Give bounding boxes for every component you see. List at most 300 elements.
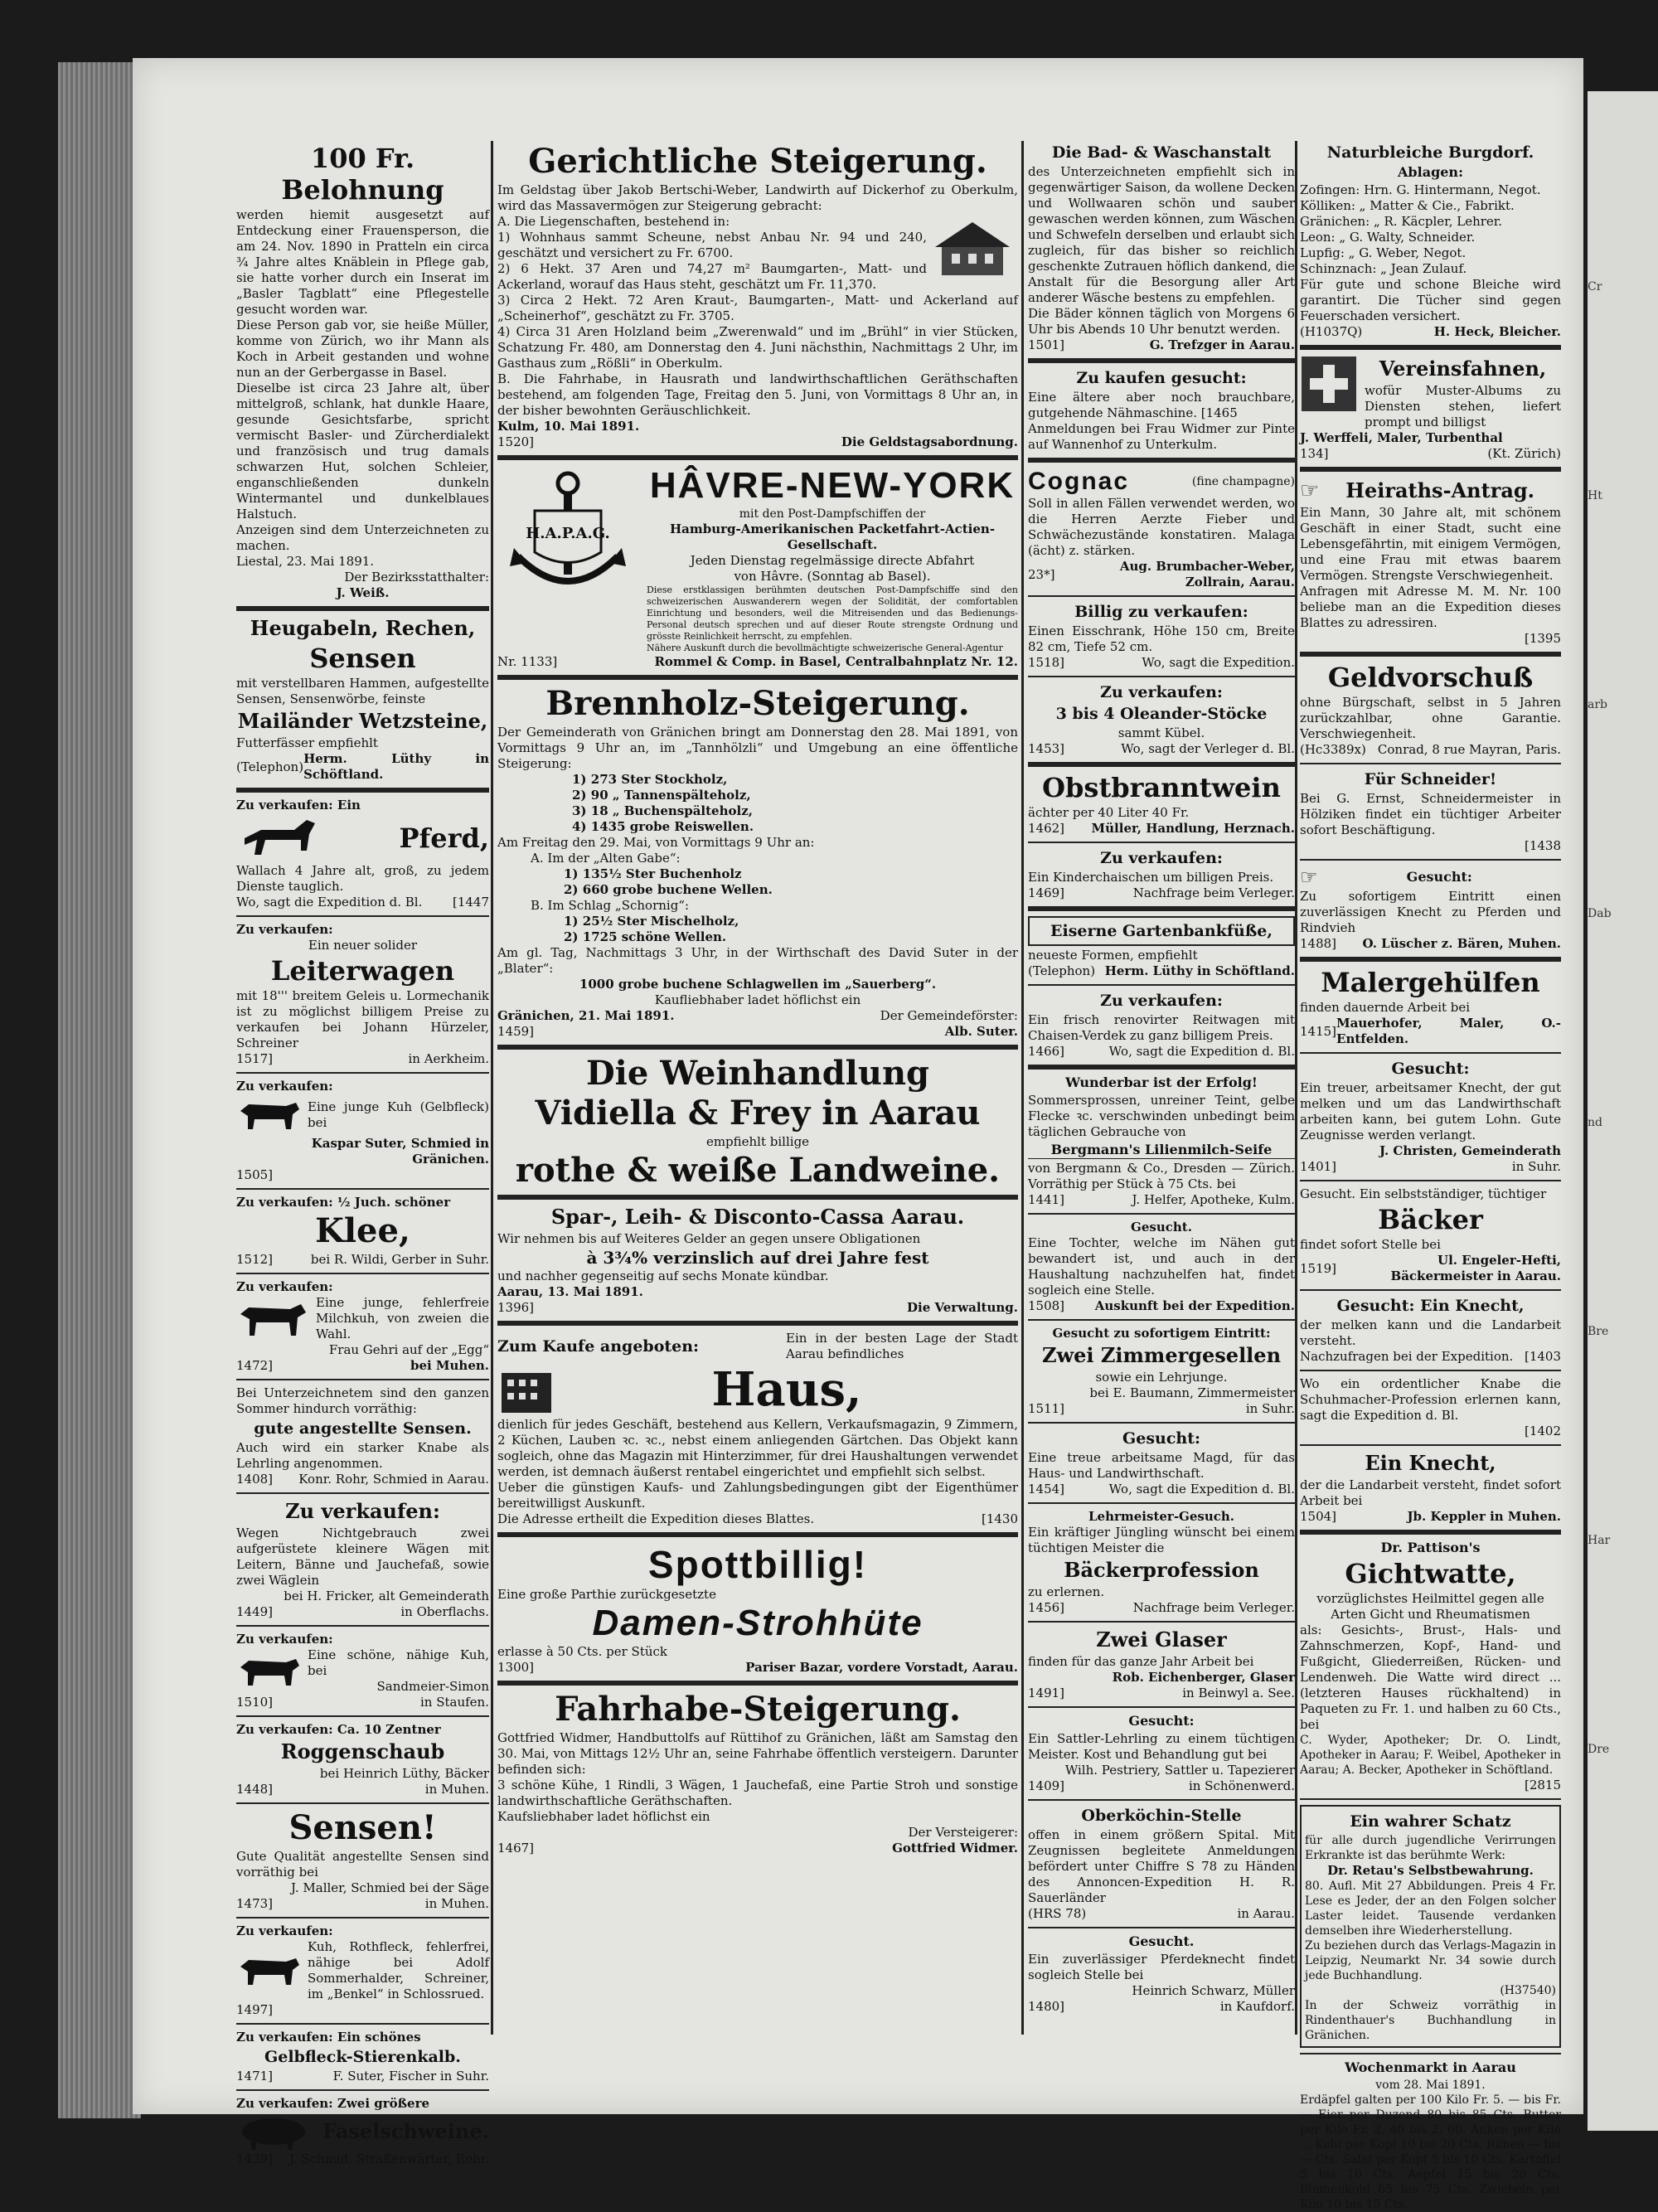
bad-num: 1501] — [1028, 337, 1065, 352]
brenn-3: 3) 18 „ Buchenspälteholz, — [572, 803, 753, 818]
wagon-head: Zu verkaufen: — [236, 922, 333, 937]
bad-sign: G. Trefzger in Aarau. — [1149, 337, 1295, 352]
haus-text-2: Ueber die günstigen Kaufs- und Zahlungsbedingungen gibt der Eigenthümer bereitwilligst Auskunft. — [497, 1480, 1018, 1511]
gicht-head: Dr. Pattison's — [1380, 1540, 1481, 1555]
verein-text: wofür Muster-Albums zu Diensten stehen, liefert prompt und billigst — [1365, 383, 1561, 429]
reward-text-2: Diese Person gab vor, sie heiße Müller, komme von Zürich, wo ihr Mann als Koch in Arbeit gestanden und wohne nun an der Gerbergasse in Basel. — [236, 318, 489, 380]
nat-list-item: Lupfig: „ G. Weber, Negot. — [1300, 245, 1467, 260]
gicht-num: [2815 — [1524, 1778, 1561, 1792]
maler-title: Malergehülfen — [1321, 967, 1540, 998]
schuh-num: [1402 — [1524, 1424, 1561, 1438]
sattler-sign: Wilh. Pestriery, Sattler u. Tapezierer — [1064, 1763, 1295, 1778]
haus-num: [1430 — [981, 1511, 1018, 1526]
nat-list-item: Zofingen: Hrn. G. Hintermann, Negot. — [1300, 182, 1541, 197]
nat-sub: Ablagen: — [1398, 164, 1463, 180]
brenn-b1: 1) 25½ Ster Mischelholz, — [564, 914, 739, 929]
lehr-title: Bäckerprofession — [1064, 1558, 1259, 1582]
horse-text-2: Wo, sagt die Expedition d. Bl. — [236, 895, 423, 910]
spar-date: Aarau, 13. Mai 1891. — [497, 1284, 643, 1299]
lehr-head: Lehrmeister-Gesuch. — [1088, 1509, 1235, 1524]
reward-date: Liestal, 23. Mai 1891. — [236, 554, 375, 569]
bad-title: Die Bad- & Waschanstalt — [1051, 143, 1272, 162]
billig-title: Billig zu verkaufen: — [1074, 603, 1248, 621]
baecker-head: Gesucht. Ein selbstständiger, tüchtiger — [1300, 1186, 1547, 1201]
knecht2-head: Gesucht: — [1391, 1060, 1470, 1078]
schatz-book: Dr. Retau's Selbstbewahrung. — [1327, 1863, 1534, 1878]
ger-num: 1520] — [497, 434, 535, 449]
cow-icon — [236, 1651, 303, 1692]
havre-sub: mit den Post-Dampfschiffen der — [739, 507, 926, 521]
ger-a: A. Die Liegenschaften, bestehend in: — [497, 214, 730, 229]
gicht-text: vorzüglichstes Heilmittel gegen alle Arten Gicht und Rheumatismen — [1316, 1591, 1544, 1622]
sensen-title: gute angestellte Sensen. — [254, 1419, 472, 1438]
olea-head: Zu verkaufen: — [1100, 683, 1223, 701]
olea-title: 3 bis 4 Oleander-Stöcke — [1055, 705, 1268, 723]
cow2-text: Eine junge, fehlerfreie Milchkuh, von zweien die Wahl. — [316, 1295, 489, 1341]
verein-place: (Kt. Zürich) — [1487, 446, 1561, 461]
havre-title: HÂVRE-NEW-YORK — [649, 465, 1016, 506]
cow4-text: Kuh, Rothfleck, fehlerfrei, nähige bei Adolf Sommerhalder, Schreiner, im „Benkel“ in Schlossrued. — [308, 1939, 489, 2001]
glaser-text: finden für das ganze Jahr Arbeit bei — [1028, 1654, 1254, 1669]
gicht-text-2: als: Gesichts-, Brust-, Hals- und Zahnschmerzen, Kopf-, Hand- und Fußgicht, Gliederreißen, Rücken- und Lendenweh. Die Watte wird direct ... (letzteren Hauses rückhaltend) in Paqueten zu Fr. 1. und halben zu 60 Cts., bei — [1300, 1623, 1561, 1732]
column-4 — [1300, 141, 1561, 2211]
adjacent-page-fragment: arb — [1588, 698, 1608, 711]
verein-num: 134] — [1300, 446, 1329, 461]
sensen2-place: in Muhen. — [424, 1896, 489, 1911]
klee-head: Zu verkaufen: ½ Juch. schöner — [236, 1195, 451, 1210]
koch-place: in Aarau. — [1237, 1906, 1295, 1921]
olea-text: sammt Kübel. — [1117, 725, 1205, 740]
kinder-num: 1469] — [1028, 885, 1065, 900]
sensen2-num: 1473] — [236, 1896, 274, 1911]
reward-text-3: Dieselbe ist circa 23 Jahre alt, über mittelgroß, schlank, hat dunkle Haare, gesunde Gesichtsfarbe, spricht vermischt Basler- und Zürcherdialekt und französisch und trug damals schwarzen Hut, solchen Schleier, enganschließenden dunkeln Wintermantel und dunkelblaues Halstuch. — [236, 381, 489, 521]
cognac-text: Soll in allen Fällen verwendet werden, wo die Herren Aerzte Fieber und Schwächezustände konstatiren. Malaga (ächt) z. stärken. — [1028, 496, 1295, 558]
ger-1: 1) Wohnhaus sammt Scheune, nebst Anbau Nr. 94 und 240, geschätzt und versichert zu Fr. 6700. — [497, 230, 927, 260]
knecht2-text: Ein treuer, arbeitsamer Knecht, der gut melken und um das Landwirthschaft arbeiten kann, bei gutem Lohn. Gute Zeugnisse werden verlangt. — [1300, 1080, 1561, 1142]
bank-text: neueste Formen, empfiehlt — [1028, 948, 1198, 963]
knecht2-sign: J. Christen, Gemeinderath — [1379, 1143, 1561, 1158]
nat-list-item: Gränichen: „ R. Käcpler, Lehrer. — [1300, 214, 1503, 229]
heirat-text-2: Anfragen mit Adresse M. M. Nr. 100 beliebe man an die Expedition dieses Blattes zu adressiren. — [1300, 584, 1561, 630]
ger-title: Gerichtliche Steigerung. — [528, 142, 987, 181]
baecker-text: findet sofort Stelle bei — [1300, 1237, 1441, 1252]
sensen2-sign: J. Maller, Schmied bei der Säge — [291, 1880, 489, 1895]
brenn-title: Brennholz-Steigerung. — [545, 684, 970, 723]
knecht-sign: O. Lüscher z. Bären, Muhen. — [1362, 936, 1561, 951]
markt-date: vom 28. Mai 1891. — [1375, 2079, 1486, 2092]
cow1-sign: Kaspar Suter, Schmied in Gränichen. — [311, 1136, 489, 1167]
knecht4-num: 1504] — [1300, 1509, 1337, 1524]
sensen2-title: Sensen! — [288, 1808, 437, 1847]
olea-num: 1453] — [1028, 741, 1065, 756]
koch-text: offen in einem größern Spital. Mit Zeugnissen begleitete Anmeldungen befördert unter Chiffre S 78 zu Händen des Annoncen-Expedition H. R. Sauerländer — [1028, 1827, 1295, 1905]
schuh-text: Wo ein ordentlicher Knabe die Schuhmacher-Profession erlernen kann, sagt die Expedition d. Bl. — [1300, 1376, 1561, 1423]
cow2-head: Zu verkaufen: — [236, 1279, 333, 1294]
ger-b: B. Die Fahrhabe, in Hausrath und landwirthschaftlichen Geräthschaften bestehend, am folgenden Tage, Freitag den 5. Juni, von Vormittags 8 Uhr an, in der bisher bewohnten Geräuschlichkeit. — [497, 371, 1018, 418]
house-icon — [927, 214, 1018, 280]
tochter-head: Gesucht. — [1131, 1220, 1192, 1235]
markt-text: Erdäpfel galten per 100 Kilo Fr. 5. — bis Fr. — Eier per Duzend 80 bis 85 Cts. Butter per Kilo Fr. 2. 40 bis 2. 60. Anken per Kilo ... Kohl per Kopf 10 bis 20 Cts. Rüben — bis — Cts. Salat per Kopf 5 bis 10 Cts. Kartoffel 5 bis 10 Cts. Aepfel 15 bis 20 Cts. Blumenkohl 65 bis 75 Cts. Zwiebeln per Kilo 10 bis 15 Cts. — [1300, 2093, 1561, 2211]
bad-text: des Unterzeichneten empfiehlt sich in gegenwärtiger Saison, da wollene Decken und Wollwaaren schön und sauber gewaschen werden können, zum Wäschen und Schwefeln derselben und erlaubt sich zugleich, für das bisher so reichlich geschenkte Zutrauen höflich dankend, die Anstalt für die Besorgung aller Art anderer Wäsche bestens zu empfehlen. — [1028, 164, 1295, 305]
nat-list — [1300, 182, 1561, 277]
adjacent-page-fragment: Har — [1588, 1534, 1611, 1547]
schneider-title: Für Schneider! — [1364, 770, 1497, 788]
ger-date: Kulm, 10. Mai 1891. — [497, 419, 640, 434]
tools-title-2: Sensen — [309, 643, 416, 674]
schatz-text-2: 80. Aufl. Mit 27 Abbildungen. Preis 4 Fr. Lese es Jeder, der an den Folgen solcher Laster leidet. Tausende verdanken demselben ihre Wiederherstellung. — [1305, 1880, 1556, 1938]
bank-tel: (Telephon) — [1028, 963, 1096, 978]
reward-signer: J. Weiß. — [336, 585, 390, 600]
havre-text: Jeden Dienstag regelmässige directe Abfahrt — [690, 553, 975, 568]
adjacent-page-fragment: Dab — [1588, 907, 1612, 920]
pointing-hand-icon: ☞ — [1300, 866, 1318, 889]
sensen2-text: Gute Qualität angestellte Sensen sind vorräthig bei — [236, 1849, 489, 1880]
sensen-text: Bei Unterzeichnetem sind den ganzen Sommer hindurch vorräthig: — [236, 1385, 489, 1416]
ger-4: 4) Circa 31 Aren Holzland beim „Zwerenwald“ und im „Brühl“ in vier Stücken, Schatzung Fr. 480, am Donnerstag den 4. Juni nächsthin, Nachmittags 2 Uhr, im Gasthaus zum „Rößli“ in Oberkulm. — [497, 324, 1018, 371]
knecht2-num: 1401] — [1300, 1159, 1337, 1174]
gicht-title: Gichtwatte, — [1345, 1558, 1516, 1589]
ger-sign: Die Geldstagsabordnung. — [841, 434, 1018, 449]
spott-num: 1300] — [497, 1660, 535, 1675]
klee-num: 1512] — [236, 1252, 274, 1267]
spar-num: 1396] — [497, 1300, 535, 1315]
nat-title: Naturbleiche Burgdorf. — [1326, 143, 1534, 162]
nat-list-item: Leon: „ G. Walty, Schneider. — [1300, 230, 1476, 245]
anchor-emblem-icon — [497, 465, 638, 598]
brenn-2: 2) 90 „ Tannenspälteholz, — [572, 788, 751, 803]
pig-title: Faselschweine. — [322, 2119, 489, 2143]
nat-num: (H1037Q) — [1300, 324, 1363, 339]
spott-sign: Pariser Bazar, vordere Vorstadt, Aarau. — [745, 1660, 1018, 1675]
gicht-sign: C. Wyder, Apotheker; Dr. O. Lindt, Apotheker in Aarau; F. Weibel, Apotheker in Aarau; A. Becker, Apotheker in Schöftland. — [1300, 1734, 1561, 1777]
spar-rate: à 3¾% verzinslich auf drei Jahre fest — [586, 1248, 929, 1268]
havre-num: Nr. 1133] — [497, 654, 558, 669]
schatz-box — [1300, 1805, 1561, 2048]
brenn-fri: Am Freitag den 29. Mai, von Vormittags 9 Uhr an: — [497, 835, 815, 850]
sensen-num: 1408] — [236, 1472, 274, 1487]
lehr-sign: Nachfrage beim Verleger. — [1132, 1600, 1295, 1615]
klee-text: bei R. Wildi, Gerber in Suhr. — [310, 1252, 489, 1267]
cow-icon — [236, 1094, 303, 1136]
geld-sign: Conrad, 8 rue Mayran, Paris. — [1377, 742, 1561, 757]
ger-text: Im Geldstag über Jakob Bertschi-Weber, Landwirth auf Dickerhof zu Oberkulm, wird das Massavermögen zur Steigerung gebracht: — [497, 182, 1018, 213]
horse-title: Pferd, — [399, 822, 489, 854]
brenn-num: 1459] — [497, 1024, 535, 1039]
roggen-text: bei Heinrich Lüthy, Bäcker — [319, 1766, 489, 1781]
glaser-num: 1491] — [1028, 1686, 1065, 1700]
roggen-num: 1448] — [236, 1782, 274, 1797]
knecht3-num: [1403 — [1524, 1349, 1561, 1364]
roggen-head: Zu verkaufen: Ca. 10 Zentner — [236, 1722, 441, 1737]
obst-sign: Müller, Handlung, Herznach. — [1091, 821, 1295, 836]
bad-text-2: Die Bäder können täglich von Morgens 6 Uhr bis Abends 10 Uhr benutzt werden. — [1028, 306, 1295, 337]
fahr-sign-1: Der Versteigerer: — [908, 1825, 1018, 1840]
lehr-num: 1456] — [1028, 1600, 1065, 1615]
kinder-text: Ein Kinderchaischen um billigen Preis. — [1028, 870, 1274, 885]
cow1-text: Eine junge Kuh (Gelbfleck) bei — [308, 1099, 489, 1130]
cow1-head: Zu verkaufen: — [236, 1079, 333, 1094]
obst-num: 1462] — [1028, 821, 1065, 836]
brenn-a2: 2) 660 grobe buchene Wellen. — [564, 882, 773, 897]
reit-text: Ein frisch renovirter Reitwagen mit Chaisen-Verdek zu ganz billigem Preis. — [1028, 1012, 1295, 1043]
nat-list-item: Schinznach: „ Jean Zulauf. — [1300, 261, 1467, 276]
wagon-text: Ein neuer solider — [308, 938, 418, 953]
cognac-num: 23*] — [1028, 566, 1055, 582]
spott-text-2: erlasse à 50 Cts. per Stück — [497, 1644, 668, 1659]
koch-num: (HRS 78) — [1028, 1906, 1087, 1921]
building-icon — [497, 1365, 555, 1414]
reward-title: 100 Fr. Belohnung — [281, 143, 444, 206]
adjacent-page-fragment: nd — [1588, 1116, 1602, 1129]
cow4-head: Zu verkaufen: — [236, 1923, 333, 1938]
zimmer-place: in Suhr. — [1245, 1401, 1295, 1416]
wagen-head: Zu verkaufen: — [285, 1499, 440, 1523]
cow2-text-2: Frau Gehri auf der „Egg“ — [328, 1342, 489, 1357]
lehr-text-2: zu erlernen. — [1028, 1584, 1105, 1599]
kinder-sign: Nachfrage beim Verleger. — [1132, 885, 1295, 900]
brenn-sign-2: Alb. Suter. — [944, 1024, 1018, 1039]
roggen-title: Roggenschaub — [280, 1739, 445, 1763]
brenn-date: Gränichen, 21. Mai 1891. — [497, 1008, 675, 1023]
tools-sign: Herm. Lüthy in Schöftland. — [303, 751, 489, 782]
pferd-place: in Kaufdorf. — [1219, 1999, 1295, 2014]
swiss-flag-icon — [1300, 355, 1358, 413]
tools-text-2: Futterfässer empfiehlt — [236, 735, 378, 750]
reward-text-4: Anzeigen sind dem Unterzeichneten zu machen. — [236, 522, 489, 553]
reit-head: Zu verkaufen: — [1100, 992, 1223, 1010]
brenn-sign-1: Der Gemeindeförster: — [880, 1008, 1018, 1023]
tools-text: mit verstellbaren Hammen, aufgestellte Sensen, Sensenwörbe, feinste — [236, 676, 489, 706]
horse-head: Zu verkaufen: Ein — [236, 798, 361, 813]
naeh-head: Zu kaufen gesucht: — [1076, 369, 1247, 387]
wagon-num: 1517] — [236, 1051, 274, 1066]
adjacent-page-fragment: Ht — [1588, 489, 1602, 502]
heirat-num: [1395 — [1524, 631, 1561, 646]
column-rule — [1021, 141, 1024, 2035]
knecht4-text: der die Landarbeit versteht, findet sofort Arbeit bei — [1300, 1477, 1561, 1508]
pig-text: J. Schmid, Straßenwärter, Rohr. — [288, 2151, 489, 2166]
cow3-text: Eine schöne, nähige Kuh, bei — [308, 1647, 489, 1678]
pferd-sign: Heinrich Schwarz, Müller — [1132, 1983, 1295, 1998]
pferd-head: Gesucht. — [1128, 1933, 1195, 1949]
column-3 — [1028, 141, 1295, 2035]
tochter-num: 1508] — [1028, 1298, 1065, 1313]
cow2-num: 1472] — [236, 1358, 274, 1373]
cognac-title: Cognac — [1028, 468, 1130, 495]
baecker-sign: Ul. Engeler-Hefti, Bäckermeister in Aarau. — [1390, 1253, 1561, 1283]
glaser-place: in Beinwyl a. See. — [1182, 1686, 1295, 1700]
wunder-text-2: von Bergmann & Co., Dresden — Zürich. Vorräthig per Stück à 75 Cts. bei — [1028, 1161, 1295, 1191]
pferd-text: Ein zuverlässiger Pferdeknecht findet sogleich Stelle bei — [1028, 1952, 1295, 1982]
brenn-a: A. Im der „Alten Gabe“: — [531, 851, 681, 866]
adjacent-page — [1588, 91, 1658, 2131]
knecht4-title: Ein Knecht, — [1365, 1451, 1496, 1475]
magd-text: Eine treue arbeitsame Magd, für das Haus- und Landwirthschaft. — [1028, 1450, 1295, 1481]
spar-sign: Die Verwaltung. — [907, 1300, 1018, 1315]
naeh-text-2: Anmeldungen bei Frau Widmer zur Pinte auf Wannenhof zu Unterkulm. — [1028, 421, 1295, 452]
zimmer-text: sowie ein Lehrjunge. — [1095, 1370, 1228, 1385]
fahr-num: 1467] — [497, 1841, 535, 1855]
schatz-num: (H37540) — [1500, 1984, 1556, 1997]
knecht3-text: der melken kann und die Landarbeit versteht. — [1300, 1317, 1561, 1348]
heirat-title: Heiraths-Antrag. — [1345, 478, 1535, 502]
pferd-num: 1480] — [1028, 1999, 1065, 2014]
spar-title: Spar-, Leih- & Disconto-Cassa Aarau. — [550, 1205, 965, 1229]
olea-sign: Wo, sagt der Verleger d. Bl. — [1121, 741, 1295, 756]
nat-list-item: Kölliken: „ Matter & Cie., Fabrikt. — [1300, 198, 1515, 213]
wagon-place: in Aerkheim. — [408, 1051, 489, 1066]
billig-num: 1518] — [1028, 655, 1065, 670]
havre-small: Diese erstklassigen berühmten deutschen Post-Dampfschiffe sind den schweizerischen Auswanderern wegen der Solidität, der comfortablen Einrichtung und besonders, weil die Mitreisenden und das Bedienungs-Personal deutsch sprechen und auf dieser Route strengste Ordnung und grösste Reinlichkeit herrscht, zu empfehlen. — [647, 585, 1018, 642]
schatz-title: Ein wahrer Schatz — [1350, 1812, 1511, 1831]
magd-head: Gesucht: — [1122, 1429, 1200, 1448]
pig-icon — [236, 2112, 311, 2151]
tools-title: Heugabeln, Rechen, — [250, 616, 476, 640]
kalb-num: 1471] — [236, 2069, 274, 2083]
adjacent-page-text — [1588, 274, 1658, 1763]
klee-title: Klee, — [315, 1211, 410, 1250]
wunder-text: Sommersprossen, unreiner Teint, gelbe Flecke ꝛc. verschwinden unbedingt beim täglichen Gebrauche von — [1028, 1093, 1295, 1139]
koch-title: Oberköchin-Stelle — [1081, 1807, 1242, 1825]
zimmer-title: Zwei Zimmergesellen — [1041, 1343, 1282, 1367]
magd-num: 1454] — [1028, 1482, 1065, 1496]
cow-icon — [236, 1950, 303, 1991]
cow4-num: 1497] — [236, 2002, 274, 2017]
knecht-text: Zu sofortigem Eintritt einen zuverlässigen Knecht zu Pferden und Rindvieh — [1300, 889, 1561, 935]
zimmer-head: Gesucht zu sofortigem Eintritt: — [1052, 1326, 1271, 1341]
cow-icon — [236, 1296, 311, 1342]
wein-title-3: rothe & weiße Landweine. — [515, 1151, 1001, 1190]
ger-3: 3) Circa 2 Hekt. 72 Aren Kraut-, Baumgarten-, Matt- und Ackerland auf „Scheinerhof“, geschätzt zu Fr. 3705. — [497, 293, 1018, 323]
cow1-num: 1505] — [236, 1167, 274, 1182]
tools-tel: (Telephon) — [236, 759, 304, 774]
cow3-num: 1510] — [236, 1695, 274, 1710]
adjacent-page-fragment: Dre — [1588, 1743, 1610, 1756]
wunder-num: 1441] — [1028, 1192, 1065, 1207]
pointing-hand-icon: ☞ — [1300, 478, 1320, 503]
kalb-head: Zu verkaufen: Ein schönes — [236, 2030, 421, 2045]
wagon-text-2: mit 18''' breitem Geleis u. Lormechanik ist zu möglichst billigem Preise zu verkaufen bei Johann Hürzeler, Schreiner — [236, 988, 489, 1050]
haus-text: dienlich für jedes Geschäft, bestehend aus Kellern, Verkaufsmagazin, 9 Zimmern, 2 Küchen, Lauben ꝛc. ꝛc., nebst einem anliegenden Gärtchen. Das Objekt kann sogleich, ohne das Magazin mit Hinterzimmer, für drei Haushaltungen verwendet werden, ist demnach äußerst rentabel eingerichtet und empfiehlt sich selbst. — [497, 1417, 1018, 1479]
haus-head-2: Ein in der besten Lage der Stadt Aarau befindliches — [786, 1331, 1018, 1361]
haus-head: Zum Kaufe angeboten: — [497, 1337, 700, 1356]
obst-text: ächter per 40 Liter 40 Fr. — [1028, 805, 1190, 820]
havre-sign: Rommel & Comp. in Basel, Centralbahnplatz Nr. 12. — [654, 654, 1018, 669]
brenn-1: 1) 273 Ster Stockholz, — [572, 772, 728, 787]
sensen-sign: Konr. Rohr, Schmied in Aarau. — [298, 1472, 489, 1487]
nat-text: Für gute und schone Bleiche wird garantirt. Die Tücher sind gegen Feuerschaden versichert. — [1300, 277, 1561, 323]
markt-title: Wochenmarkt in Aarau — [1345, 2059, 1516, 2075]
wagon-title: Leiterwagen — [270, 955, 455, 987]
fahr-title: Fahrhabe-Steigerung. — [555, 1690, 961, 1729]
kalb-title: Gelbfleck-Stierenkalb. — [264, 2048, 461, 2066]
spar-text-2: und nachher gegenseitig auf sechs Monate kündbar. — [497, 1269, 829, 1283]
brenn-text: Der Gemeinderath von Gränichen bringt am Donnerstag den 28. Mai 1891, von Vormittags 9 Uhr an, im „Tannhölzli“ und Umgebung an eine öffentliche Steigerung: — [497, 725, 1018, 771]
bank-sign: Herm. Lüthy in Schöftland. — [1104, 963, 1295, 978]
schatz-text-3: Zu beziehen durch das Verlags-Magazin in Leipzig, Neumarkt Nr. 34 sowie durch jede Buchhandlung. — [1305, 1939, 1556, 1982]
wagen-place: in Oberflachs. — [400, 1604, 489, 1619]
maler-sign: Mauerhofer, Maler, O.-Entfelden. — [1336, 1016, 1561, 1046]
schatz-text: für alle durch jugendliche Verirrungen Erkrankte ist das berühmte Werk: — [1305, 1834, 1556, 1862]
cow2-place: bei Muhen. — [410, 1358, 489, 1373]
maler-num: 1415] — [1300, 1023, 1337, 1039]
horse-text: Wallach 4 Jahre alt, groß, zu jedem Dienste tauglich. — [236, 863, 489, 894]
brenn-4: 4) 1435 grobe Reiswellen. — [572, 819, 754, 834]
brenn-text-3: 1000 grobe buchene Schlagwellen im „Sauerberg“. — [579, 977, 937, 992]
heirat-text: Ein Mann, 30 Jahre alt, mit schönem Geschäft in einer Stadt, sucht eine Lebensgefährtin, mit einigem Vermögen, und eine Frau mit etwas baarem Vermögen. Strengste Verschwiegenheit. — [1300, 505, 1561, 583]
obst-title: Obstbranntwein — [1042, 772, 1281, 803]
spott-text: Eine große Parthie zurückgesetzte — [497, 1587, 716, 1602]
baecker-title: Bäcker — [1378, 1204, 1483, 1235]
haus-text-3: Die Adresse ertheilt die Expedition dieses Blattes. — [497, 1511, 815, 1526]
cognac-sign: Aug. Brumbacher-Weber, Zollrain, Aarau. — [1119, 559, 1295, 589]
reward-text: werden hiemit ausgesetzt auf Entdeckung einer Frauensperson, die am 24. Nov. 1890 in Pratteln ein circa ¾ Jahre altes Knäblein in Pflege gab, sie hatte vorher durch ein Inserat im „Basler Tagblatt“ eine Pflegestelle gesucht worden war. — [236, 207, 489, 317]
sattler-place: in Schönenwerd. — [1188, 1778, 1295, 1793]
wagen-text: Wegen Nichtgebrauch zwei aufgerüstete kleinere Wägen mit Leitern, Bänne und Jauchefaß, sowie zwei Wäglein — [236, 1526, 489, 1588]
geld-text: ohne Bürgschaft, selbst in 5 Jahren zurückzahlbar, ohne Garantie. Verschwiegenheit. — [1300, 695, 1561, 741]
magd-sign: Wo, sagt die Expedition d. Bl. — [1108, 1482, 1295, 1496]
horse-num: [1447 — [452, 895, 489, 910]
schneider-text: Bei G. Ernst, Schneidermeister in Hölziken findet ein tüchtiger Arbeiter sofort Beschäftigung. — [1300, 791, 1561, 837]
adjacent-page-fragment: Bre — [1588, 1325, 1609, 1338]
knecht-title: Gesucht: — [1406, 869, 1472, 885]
reit-sign: Wo, sagt die Expedition d. Bl. — [1108, 1044, 1295, 1059]
wein-text: empfiehlt billige — [705, 1134, 810, 1149]
havre-text-2: von Hâvre. (Sonntag ab Basel). — [734, 569, 931, 584]
wagen-sign: bei H. Fricker, alt Gemeinderath — [284, 1589, 489, 1603]
reward-sign: Der Bezirksstatthalter: — [344, 570, 489, 585]
cow3-head: Zu verkaufen: — [236, 1632, 333, 1647]
fahr-sign-2: Gottfried Widmer. — [892, 1841, 1018, 1855]
roggen-place: in Muhen. — [424, 1782, 489, 1797]
emblem-letters: H.A.P.A.G. — [526, 525, 610, 542]
brenn-b2: 2) 1725 schöne Wellen. — [564, 929, 727, 944]
knecht4-sign: Jb. Keppler in Muhen. — [1407, 1509, 1561, 1524]
wein-title-2: Vidiella & Frey in Aarau — [535, 1094, 981, 1133]
fahr-text-3: Kaufsliebhaber ladet höflichst ein — [497, 1809, 710, 1824]
knecht3-text-2: Nachzufragen bei der Expedition. — [1300, 1349, 1514, 1364]
havre-company: Hamburg-Amerikanischen Packetfahrt-Actien-Gesellschaft. — [669, 521, 996, 552]
zimmer-text-2: bei E. Baumann, Zimmermeister — [1089, 1385, 1295, 1400]
naeh-text: Eine ältere aber noch brauchbare, gutgehende Nähmaschine. [1465 — [1028, 390, 1295, 420]
cow3-sign: Sandmeier-Simon — [376, 1679, 489, 1694]
spott-title-2: Damen-Strohhüte — [592, 1603, 924, 1643]
glaser-sign: Rob. Eichenberger, Glaser — [1112, 1670, 1295, 1685]
cow3-place: in Staufen. — [420, 1695, 489, 1710]
brenn-text-4: Kaufliebhaber ladet höflichst ein — [654, 992, 861, 1007]
kalb-text: F. Suter, Fischer in Suhr. — [332, 2069, 489, 2083]
fahr-text-2: 3 schöne Kühe, 1 Rindli, 3 Wägen, 1 Jauchefaß, eine Partie Stroh und sonstige landwirthschaftliche Geräthschaften. — [497, 1778, 1018, 1808]
wunder-sign: J. Helfer, Apotheke, Kulm. — [1132, 1192, 1295, 1207]
sattler-text: Ein Sattler-Lehrling zu einem tüchtigen Meister. Kost und Behandlung gut bei — [1028, 1731, 1295, 1762]
billig-sign: Wo, sagt die Expedition. — [1142, 655, 1295, 670]
spott-title: Spottbillig! — [647, 1543, 868, 1586]
sattler-num: 1409] — [1028, 1778, 1065, 1793]
baecker-num: 1519] — [1300, 1260, 1337, 1276]
sensen-text-2: Auch wird ein starker Knabe als Lehrling angenommen. — [236, 1440, 489, 1471]
tools-title-3: Mailänder Wetzsteine, — [237, 709, 488, 733]
tochter-sign: Auskunft bei der Expedition. — [1094, 1298, 1295, 1313]
book-page-edges — [58, 62, 141, 2118]
geld-num: (Hc3389x) — [1300, 742, 1366, 757]
column-1 — [236, 141, 489, 2166]
brenn-text-2: Am gl. Tag, Nachmittags 3 Uhr, in der Wirthschaft des David Suter in der „Blater“: — [497, 945, 1018, 976]
maler-text: finden dauernde Arbeit bei — [1300, 1000, 1471, 1015]
column-rule — [1295, 141, 1297, 2035]
haus-title: Haus, — [711, 1362, 862, 1417]
adjacent-page-fragment: Cr — [1588, 280, 1602, 293]
glaser-title: Zwei Glaser — [1096, 1627, 1227, 1652]
